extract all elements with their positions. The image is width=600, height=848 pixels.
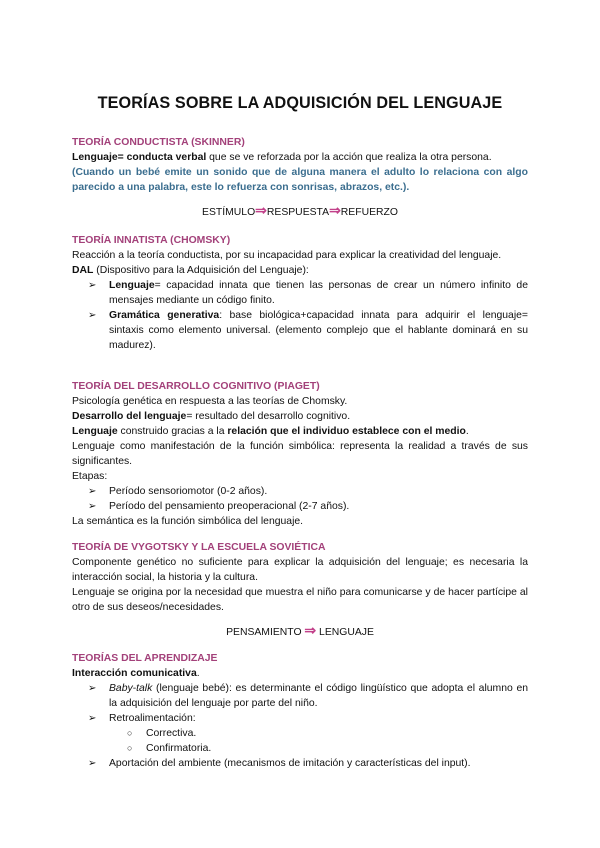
paragraph: Lenguaje como manifestación de la función simbólica: representa la realidad a través de sus significantes. [72,441,528,467]
emphasis: relación que el individuo establece con el medio [227,426,466,437]
formula-line [72,623,528,640]
sub-list-item [72,726,528,741]
formula-term: PENSAMIENTO [226,627,302,638]
paragraph [72,424,528,439]
subheading-line [72,666,528,681]
arrow-bullet-icon: ➢ [88,758,97,769]
section-heading: TEORÍA CONDUCTISTA (SKINNER) [72,137,245,148]
circle-bullet-icon: ○ [127,743,133,753]
formula-term: ESTÍMULO [202,207,256,218]
section-conductista [72,135,528,220]
circle-bullet-icon: ○ [127,728,133,738]
definition-text: que se ve reforzada por la acción que realiza la otra persona. [206,152,492,163]
stages-label: Etapas: [72,471,108,482]
arrow-bullet-icon: ➢ [88,310,97,321]
paragraph: Lenguaje se origina por la necesidad que muestra el niño para comunicarse y de hacer partícipe al otro de sus deseos/necesidades. [72,587,528,613]
double-arrow-icon: ⇒ [329,202,341,218]
item-text: = capacidad innata que tienen las personas de crear un número infinito de mensajes mediante un código finito. [109,280,528,306]
item-text: Período del pensamiento preoperacional (2-7 años). [109,501,350,512]
double-arrow-icon: ⇒ [255,202,267,218]
paragraph: Psicología genética en respuesta a las teorías de Chomsky. [72,396,348,407]
item-text: Período sensoriomotor (0-2 años). [109,486,268,497]
term: DAL [72,265,94,276]
definition-line [72,150,528,165]
term: Lenguaje [109,280,155,291]
section-heading: TEORÍA DEL DESARROLLO COGNITIVO (PIAGET) [72,381,320,392]
list-item [72,278,528,308]
example-text: (Cuando un bebé emite un sonido que de alguna manera el adulto lo relaciona con algo parecido a una palabra, este lo refuerza con sonrisas, abrazos, etc.). [72,167,528,193]
section-aprendizaje [72,651,528,771]
dal-line [72,263,528,278]
list-item [72,711,528,756]
arrow-bullet-icon: ➢ [88,501,97,512]
bullet-list [72,278,528,353]
arrow-bullet-icon: ➢ [88,486,97,497]
term: Lenguaje= conducta verbal [72,152,207,163]
section-heading: TEORÍAS DEL APRENDIZAJE [72,653,218,664]
sub-bullet-list [72,726,528,756]
term: Gramática generativa [109,310,220,321]
list-item [72,308,528,353]
list-item [72,756,528,771]
page-title: TEORÍAS SOBRE LA ADQUISICIÓN DEL LENGUAJE [97,94,503,112]
section-innatista [72,233,528,353]
item-text: Retroalimentación: [109,713,196,724]
item-text: Aportación del ambiente (mecanismos de imitación y características del input). [109,758,471,769]
sub-list-item [72,741,528,756]
formula-term: RESPUESTA [266,207,330,218]
section-vygotsky [72,540,528,640]
item-text: Confirmatoria. [146,743,212,754]
dal-text: (Dispositivo para la Adquisición del Lenguaje): [93,265,309,276]
arrow-bullet-icon: ➢ [88,713,97,724]
item-text: (lenguaje bebé): es determinante el código lingüístico que adopta el alumno en la adquisición del lenguaje por parte del niño. [109,683,528,709]
paragraph: Componente genético no suficiente para explicar la adquisición del lenguaje; es necesaria la interacción social, la historia y la cultura. [72,557,528,583]
section-piaget [72,379,528,529]
item-text: : base biológica+capacidad innata para adquirir el lenguaje= sintaxis como elemento universal. (elemento complejo que el hablante dominará en su madurez). [109,310,528,351]
arrow-bullet-icon: ➢ [88,280,97,291]
paragraph-text: . [465,426,469,437]
term: Desarrollo del lenguaje [72,411,187,422]
section-heading: TEORÍA INNATISTA (CHOMSKY) [72,235,231,246]
list-item [72,484,528,499]
formula-term: REFUERZO [340,207,398,218]
subheading: Interacción comunicativa [72,668,197,679]
arrow-bullet-icon: ➢ [88,683,97,694]
item-text: Correctiva. [146,728,197,739]
paragraph-text: construido gracias a la [117,426,228,437]
bullet-list [72,484,528,514]
paragraph [72,409,528,424]
paragraph-text: = resultado del desarrollo cognitivo. [186,411,351,422]
formula-line [72,203,528,220]
paragraph: La semántica es la función simbólica del lenguaje. [72,516,304,527]
bullet-list [72,681,528,771]
formula-term: LENGUAJE [319,627,374,638]
list-item [72,499,528,514]
list-item [72,681,528,711]
section-heading: TEORÍA DE VYGOTSKY Y LA ESCUELA SOVIÉTICA [72,542,326,553]
double-arrow-icon: ⇒ [304,622,317,638]
term: Baby-talk [109,683,153,694]
term: Lenguaje [72,426,118,437]
paragraph: Reacción a la teoría conductista, por su incapacidad para explicar la creatividad del lenguaje. [72,250,502,261]
subheading-end: . [196,668,200,679]
